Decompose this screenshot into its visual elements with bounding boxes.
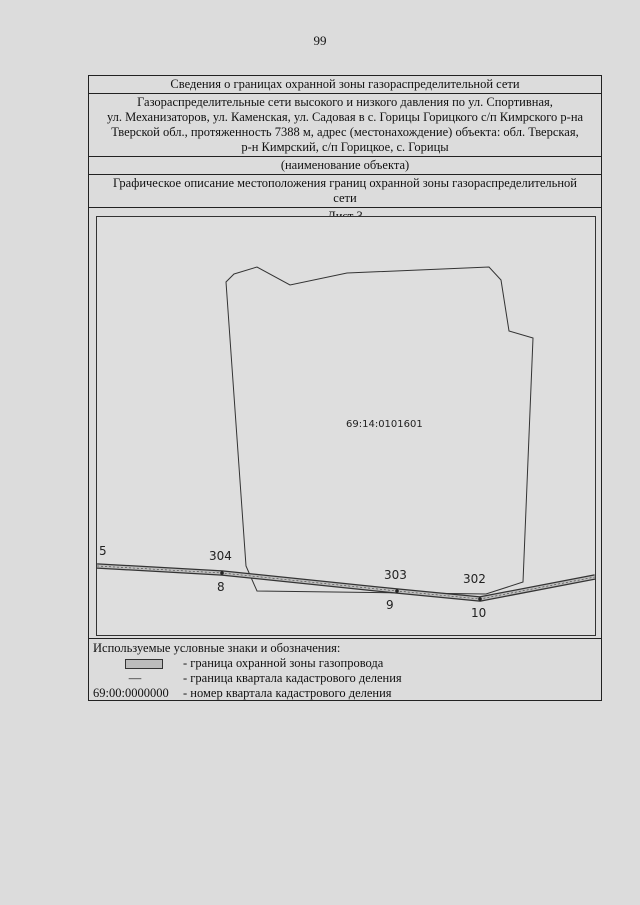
object-description: [89, 94, 601, 157]
zone-point-10-label: 10: [471, 606, 487, 620]
graphic-title-line-2: сети: [333, 191, 357, 205]
document-title: Сведения о границах охранной зоны газораспределительной сети: [89, 76, 601, 94]
object-caption: (наименование объекта): [89, 157, 601, 175]
cadastral-map: [96, 216, 596, 636]
legend-item-text: - номер квартала кадастрового деления: [183, 686, 392, 700]
map-drawing: [97, 217, 595, 635]
legend-item-text: - граница охранной зоны газопровода: [183, 656, 384, 670]
point-302-label: 302: [463, 572, 486, 586]
document-frame: [88, 75, 602, 701]
point-marker-302: [478, 597, 482, 601]
graphic-title: [89, 175, 601, 208]
point-marker-304: [220, 571, 224, 575]
zone-point-8-label: 8: [217, 580, 225, 594]
zone-point-9-label: 9: [386, 598, 394, 612]
graphic-title-line-1: Графическое описание местоположения границ охранной зоны газораспределительной: [112, 176, 577, 190]
legend-item-protection-zone: [93, 656, 597, 671]
quarter-number-sample: 69:00:0000000: [93, 686, 169, 700]
point-303-label: 303: [384, 568, 407, 582]
legend-item-text: - граница квартала кадастрового деления: [183, 671, 402, 685]
protection-zone-swatch-icon: [125, 659, 163, 669]
object-line-4: р-н Кимрский, с/п Горицкое, с. Горицы: [241, 140, 449, 154]
quarter-boundary-line-icon: —: [128, 671, 142, 685]
parcel-number-label: 69:14:0101601: [346, 419, 423, 430]
legend-item-quarter-number: [93, 686, 597, 701]
legend-title: Используемые условные знаки и обозначения:: [93, 641, 341, 655]
zone-point-5-label: 5: [99, 544, 107, 558]
object-line-1: Газораспределительные сети высокого и низкого давления по ул. Спортивная,: [137, 95, 553, 109]
legend-item-quarter-boundary: [93, 671, 597, 686]
point-marker-303: [395, 589, 399, 593]
cadastral-parcel-boundary: [226, 267, 533, 594]
legend: [89, 638, 601, 703]
page-number: 99: [313, 33, 327, 48]
object-line-2: ул. Механизаторов, ул. Каменская, ул. Садовая в с. Горицы Горицкого с/п Кимрского р-на: [106, 110, 584, 124]
object-line-3: Тверской обл., протяженность 7388 м, адрес (местонахождение) объекта: обл. Тверская,: [111, 125, 579, 139]
point-304-label: 304: [209, 549, 232, 563]
